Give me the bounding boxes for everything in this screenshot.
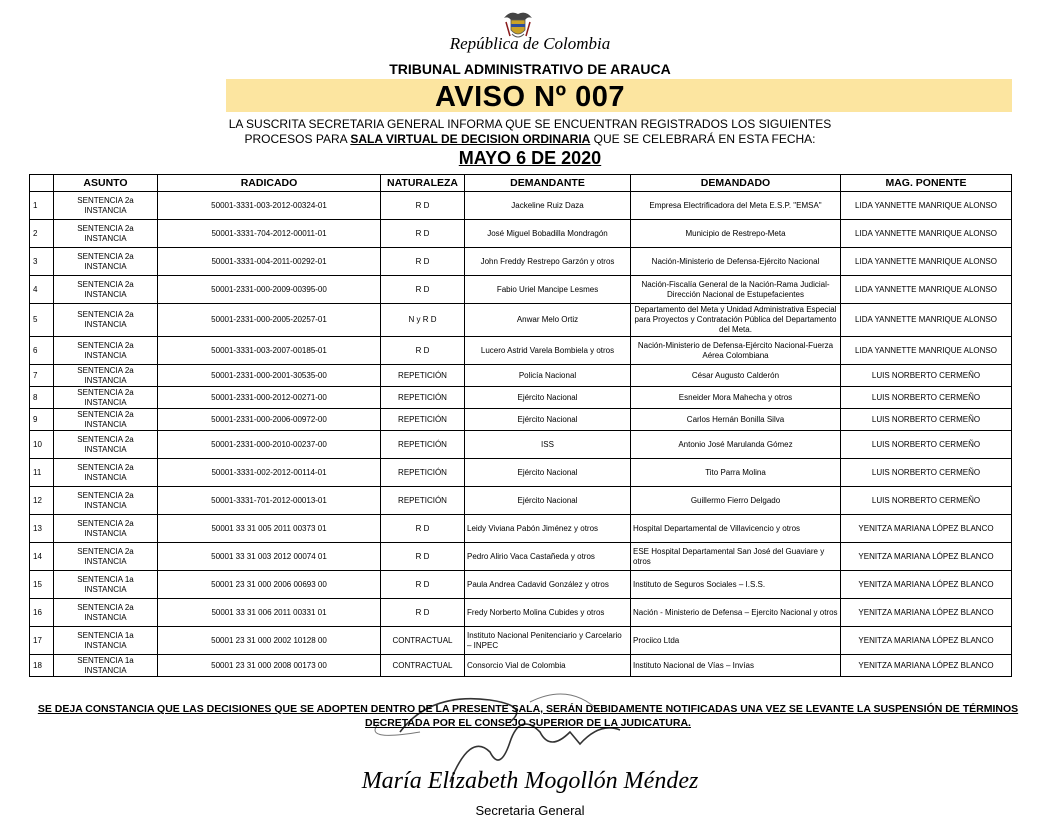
cell-radicado: 50001-2331-000-2006-00972-00 <box>158 409 381 431</box>
intro-line-2 <box>0 132 1060 146</box>
cell-demandante: Consorcio Vial de Colombia <box>465 655 631 677</box>
cell-radicado: 50001-3331-003-2007-00185-01 <box>158 337 381 365</box>
cell-naturaleza: REPETICIÓN <box>381 431 465 459</box>
cell-naturaleza: REPETICIÓN <box>381 365 465 387</box>
cell-demandante: Anwar Melo Ortiz <box>465 304 631 337</box>
cell-asunto: SENTENCIA 2a INSTANCIA <box>54 304 158 337</box>
footnote-line-1: SE DEJA CONSTANCIA QUE LAS DECISIONES QUE SE ADOPTEN DENTRO DE LA PRESENTE SALA, SERÁN DEBIDAMENTE NOTIFICADAS UNA VEZ SE LEVANTE LA SUSPENSIÓN DE TÉRMINOS <box>37 703 1019 715</box>
cell-num: 7 <box>30 365 54 387</box>
cell-demandado: Prociico Ltda <box>631 627 841 655</box>
cell-asunto: SENTENCIA 2a INSTANCIA <box>54 337 158 365</box>
table-row <box>30 515 1012 543</box>
cell-demandante: Fabio Uriel Mancipe Lesmes <box>465 276 631 304</box>
cell-demandado: Tito Parra Molina <box>631 459 841 487</box>
cell-demandado: Carlos Hernán Bonilla Silva <box>631 409 841 431</box>
cell-ponente: LIDA YANNETTE MANRIQUE ALONSO <box>841 248 1012 276</box>
cell-ponente: LIDA YANNETTE MANRIQUE ALONSO <box>841 304 1012 337</box>
cell-naturaleza: CONTRACTUAL <box>381 627 465 655</box>
table-row <box>30 431 1012 459</box>
cell-demandante: Instituto Nacional Penitenciario y Carcelario – INPEC <box>465 627 631 655</box>
cell-demandante: Pedro Alirio Vaca Castañeda y otros <box>465 543 631 571</box>
cell-num: 2 <box>30 220 54 248</box>
cell-demandado: Instituto Nacional de Vías – Invías <box>631 655 841 677</box>
cell-naturaleza: R D <box>381 599 465 627</box>
cell-demandante: Ejército Nacional <box>465 387 631 409</box>
cell-demandante: Lucero Astrid Varela Bombiela y otros <box>465 337 631 365</box>
cell-ponente: LIDA YANNETTE MANRIQUE ALONSO <box>841 192 1012 220</box>
cell-num: 12 <box>30 487 54 515</box>
cell-radicado: 50001-3331-701-2012-00013-01 <box>158 487 381 515</box>
cell-demandado: Antonio José Marulanda Gómez <box>631 431 841 459</box>
cell-asunto: SENTENCIA 2a INSTANCIA <box>54 276 158 304</box>
cell-ponente: LUIS NORBERTO CERMEÑO <box>841 487 1012 515</box>
cell-radicado: 50001-2331-000-2005-20257-01 <box>158 304 381 337</box>
cell-demandante: Leidy Viviana Pabón Jiménez y otros <box>465 515 631 543</box>
footnote <box>28 702 1028 730</box>
cell-demandado: ESE Hospital Departamental San José del Guaviare y otros <box>631 543 841 571</box>
intro-sala: SALA VIRTUAL DE DECISION ORDINARIA <box>350 132 591 146</box>
cell-radicado: 50001 23 31 000 2008 00173 00 <box>158 655 381 677</box>
aviso-title: AVISO Nº 007 <box>434 81 626 113</box>
cell-asunto: SENTENCIA 2a INSTANCIA <box>54 515 158 543</box>
table-row <box>30 220 1012 248</box>
cell-asunto: SENTENCIA 2a INSTANCIA <box>54 543 158 571</box>
cell-naturaleza: REPETICIÓN <box>381 459 465 487</box>
cell-demandado: Esneider Mora Mahecha y otros <box>631 387 841 409</box>
cell-num: 10 <box>30 431 54 459</box>
cell-ponente: LUIS NORBERTO CERMEÑO <box>841 409 1012 431</box>
cell-ponente: YENITZA MARIANA LÓPEZ BLANCO <box>841 627 1012 655</box>
table-row <box>30 365 1012 387</box>
footnote-line-2: DECRETADA POR EL CONSEJO SUPERIOR DE LA JUDICATURA. <box>365 717 691 729</box>
cell-ponente: LIDA YANNETTE MANRIQUE ALONSO <box>841 337 1012 365</box>
cell-naturaleza: REPETICIÓN <box>381 387 465 409</box>
cell-asunto: SENTENCIA 2a INSTANCIA <box>54 431 158 459</box>
col-header-ponente: MAG. PONENTE <box>841 175 1012 192</box>
cell-radicado: 50001-2331-000-2001-30535-00 <box>158 365 381 387</box>
cell-ponente: LUIS NORBERTO CERMEÑO <box>841 387 1012 409</box>
cell-ponente: LIDA YANNETTE MANRIQUE ALONSO <box>841 276 1012 304</box>
cell-demandante: Ejército Nacional <box>465 459 631 487</box>
table-row <box>30 487 1012 515</box>
cell-demandante: Ejército Nacional <box>465 487 631 515</box>
cell-naturaleza: R D <box>381 248 465 276</box>
table-row <box>30 337 1012 365</box>
cell-radicado: 50001-2331-000-2009-00395-00 <box>158 276 381 304</box>
cell-radicado: 50001 33 31 005 2011 00373 01 <box>158 515 381 543</box>
cell-demandado: Guillermo Fierro Delgado <box>631 487 841 515</box>
cell-ponente: YENITZA MARIANA LÓPEZ BLANCO <box>841 655 1012 677</box>
cell-demandante: José Miguel Bobadilla Mondragón <box>465 220 631 248</box>
cell-ponente: LIDA YANNETTE MANRIQUE ALONSO <box>841 220 1012 248</box>
cell-radicado: 50001-2331-000-2012-00271-00 <box>158 387 381 409</box>
intro-pre: PROCESOS PARA <box>244 132 351 146</box>
cell-ponente: LUIS NORBERTO CERMEÑO <box>841 459 1012 487</box>
cell-demandante: Fredy Norberto Molina Cubides y otros <box>465 599 631 627</box>
cell-demandante: Paula Andrea Cadavid González y otros <box>465 571 631 599</box>
cases-table <box>29 174 1012 677</box>
tribunal-heading: TRIBUNAL ADMINISTRATIVO DE ARAUCA <box>389 61 671 77</box>
cell-naturaleza: R D <box>381 220 465 248</box>
cell-demandante: Jackeline Ruiz Daza <box>465 192 631 220</box>
cell-num: 15 <box>30 571 54 599</box>
cell-num: 18 <box>30 655 54 677</box>
table-row <box>30 192 1012 220</box>
table-row <box>30 304 1012 337</box>
cell-asunto: SENTENCIA 2a INSTANCIA <box>54 192 158 220</box>
cell-naturaleza: REPETICIÓN <box>381 409 465 431</box>
cell-radicado: 50001 33 31 003 2012 00074 01 <box>158 543 381 571</box>
col-header-demandado: DEMANDADO <box>631 175 841 192</box>
cell-ponente: LUIS NORBERTO CERMEÑO <box>841 365 1012 387</box>
cell-demandado: Nación-Ministerio de Defensa-Ejército Nacional <box>631 248 841 276</box>
cell-ponente: YENITZA MARIANA LÓPEZ BLANCO <box>841 571 1012 599</box>
cell-radicado: 50001-3331-004-2011-00292-01 <box>158 248 381 276</box>
cell-asunto: SENTENCIA 2a INSTANCIA <box>54 599 158 627</box>
col-header-naturaleza: NATURALEZA <box>381 175 465 192</box>
cell-asunto: SENTENCIA 2a INSTANCIA <box>54 248 158 276</box>
republica-heading: República de Colombia <box>449 34 611 53</box>
cell-naturaleza: R D <box>381 543 465 571</box>
table-row <box>30 459 1012 487</box>
cell-naturaleza: R D <box>381 337 465 365</box>
cell-naturaleza: R D <box>381 192 465 220</box>
cell-radicado: 50001-3331-002-2012-00114-01 <box>158 459 381 487</box>
cell-num: 6 <box>30 337 54 365</box>
cell-num: 11 <box>30 459 54 487</box>
cell-asunto: SENTENCIA 1a INSTANCIA <box>54 627 158 655</box>
cell-demandado: Nación - Ministerio de Defensa – Ejercito Nacional y otros <box>631 599 841 627</box>
cell-naturaleza: N y R D <box>381 304 465 337</box>
table-row <box>30 571 1012 599</box>
cell-asunto: SENTENCIA 2a INSTANCIA <box>54 220 158 248</box>
cell-num: 16 <box>30 599 54 627</box>
cell-num: 3 <box>30 248 54 276</box>
cell-asunto: SENTENCIA 2a INSTANCIA <box>54 387 158 409</box>
cell-num: 9 <box>30 409 54 431</box>
table-row <box>30 248 1012 276</box>
cell-ponente: LUIS NORBERTO CERMEÑO <box>841 431 1012 459</box>
cell-num: 4 <box>30 276 54 304</box>
col-header-num <box>30 175 54 192</box>
table-row <box>30 543 1012 571</box>
cell-num: 14 <box>30 543 54 571</box>
cell-demandado: Municipio de Restrepo-Meta <box>631 220 841 248</box>
signatory-name: María Elizabeth Mogollón Méndez <box>361 768 699 794</box>
cell-demandante: Policía Nacional <box>465 365 631 387</box>
table-row <box>30 599 1012 627</box>
cell-naturaleza: R D <box>381 276 465 304</box>
cell-naturaleza: CONTRACTUAL <box>381 655 465 677</box>
table-row <box>30 627 1012 655</box>
cell-radicado: 50001 23 31 000 2002 10128 00 <box>158 627 381 655</box>
cell-asunto: SENTENCIA 1a INSTANCIA <box>54 571 158 599</box>
cell-demandante: John Freddy Restrepo Garzón y otros <box>465 248 631 276</box>
cell-ponente: YENITZA MARIANA LÓPEZ BLANCO <box>841 543 1012 571</box>
cell-demandado: Departamento del Meta y Unidad Administrativa Especial para Proyectos y Contratación Pública del Departamento del Meta. <box>631 304 841 337</box>
cell-demandado: Nación-Ministerio de Defensa-Ejército Nacional-Fuerza Aérea Colombiana <box>631 337 841 365</box>
table-row <box>30 276 1012 304</box>
cell-asunto: SENTENCIA 2a INSTANCIA <box>54 365 158 387</box>
table-row <box>30 387 1012 409</box>
cell-demandado: Empresa Electrificadora del Meta E.S.P. "EMSA" <box>631 192 841 220</box>
cell-naturaleza: R D <box>381 571 465 599</box>
cell-num: 5 <box>30 304 54 337</box>
cell-radicado: 50001-2331-000-2010-00237-00 <box>158 431 381 459</box>
cell-naturaleza: REPETICIÓN <box>381 487 465 515</box>
cell-num: 8 <box>30 387 54 409</box>
cell-num: 1 <box>30 192 54 220</box>
cell-asunto: SENTENCIA 2a INSTANCIA <box>54 487 158 515</box>
cell-demandado: Nación-Fiscalía General de la Nación-Rama Judicial-Dirección Nacional de Estupefacientes <box>631 276 841 304</box>
cell-ponente: YENITZA MARIANA LÓPEZ BLANCO <box>841 599 1012 627</box>
cell-asunto: SENTENCIA 2a INSTANCIA <box>54 409 158 431</box>
cell-demandante: ISS <box>465 431 631 459</box>
signatory-title: Secretaria General <box>475 803 585 818</box>
cell-num: 17 <box>30 627 54 655</box>
cell-num: 13 <box>30 515 54 543</box>
cell-radicado: 50001-3331-003-2012-00324-01 <box>158 192 381 220</box>
cell-radicado: 50001 33 31 006 2011 00331 01 <box>158 599 381 627</box>
col-header-radicado: RADICADO <box>158 175 381 192</box>
cell-demandado: Hospital Departamental de Villavicencio y otros <box>631 515 841 543</box>
table-row <box>30 409 1012 431</box>
cell-radicado: 50001-3331-704-2012-00011-01 <box>158 220 381 248</box>
session-date: MAYO 6 DE 2020 <box>458 148 602 168</box>
cell-asunto: SENTENCIA 2a INSTANCIA <box>54 459 158 487</box>
col-header-asunto: ASUNTO <box>54 175 158 192</box>
cell-asunto: SENTENCIA 1a INSTANCIA <box>54 655 158 677</box>
cell-naturaleza: R D <box>381 515 465 543</box>
cell-demandante: Ejército Nacional <box>465 409 631 431</box>
cell-radicado: 50001 23 31 000 2006 00693 00 <box>158 571 381 599</box>
cell-ponente: YENITZA MARIANA LÓPEZ BLANCO <box>841 515 1012 543</box>
cell-demandado: César Augusto Calderón <box>631 365 841 387</box>
table-header-row <box>30 175 1012 192</box>
intro-post: QUE SE CELEBRARÁ EN ESTA FECHA: <box>590 132 816 146</box>
cell-demandado: Instituto de Seguros Sociales – I.S.S. <box>631 571 841 599</box>
col-header-demandante: DEMANDANTE <box>465 175 631 192</box>
intro-line-1: LA SUSCRITA SECRETARIA GENERAL INFORMA QUE SE ENCUENTRAN REGISTRADOS LOS SIGUIENTES <box>228 117 832 131</box>
